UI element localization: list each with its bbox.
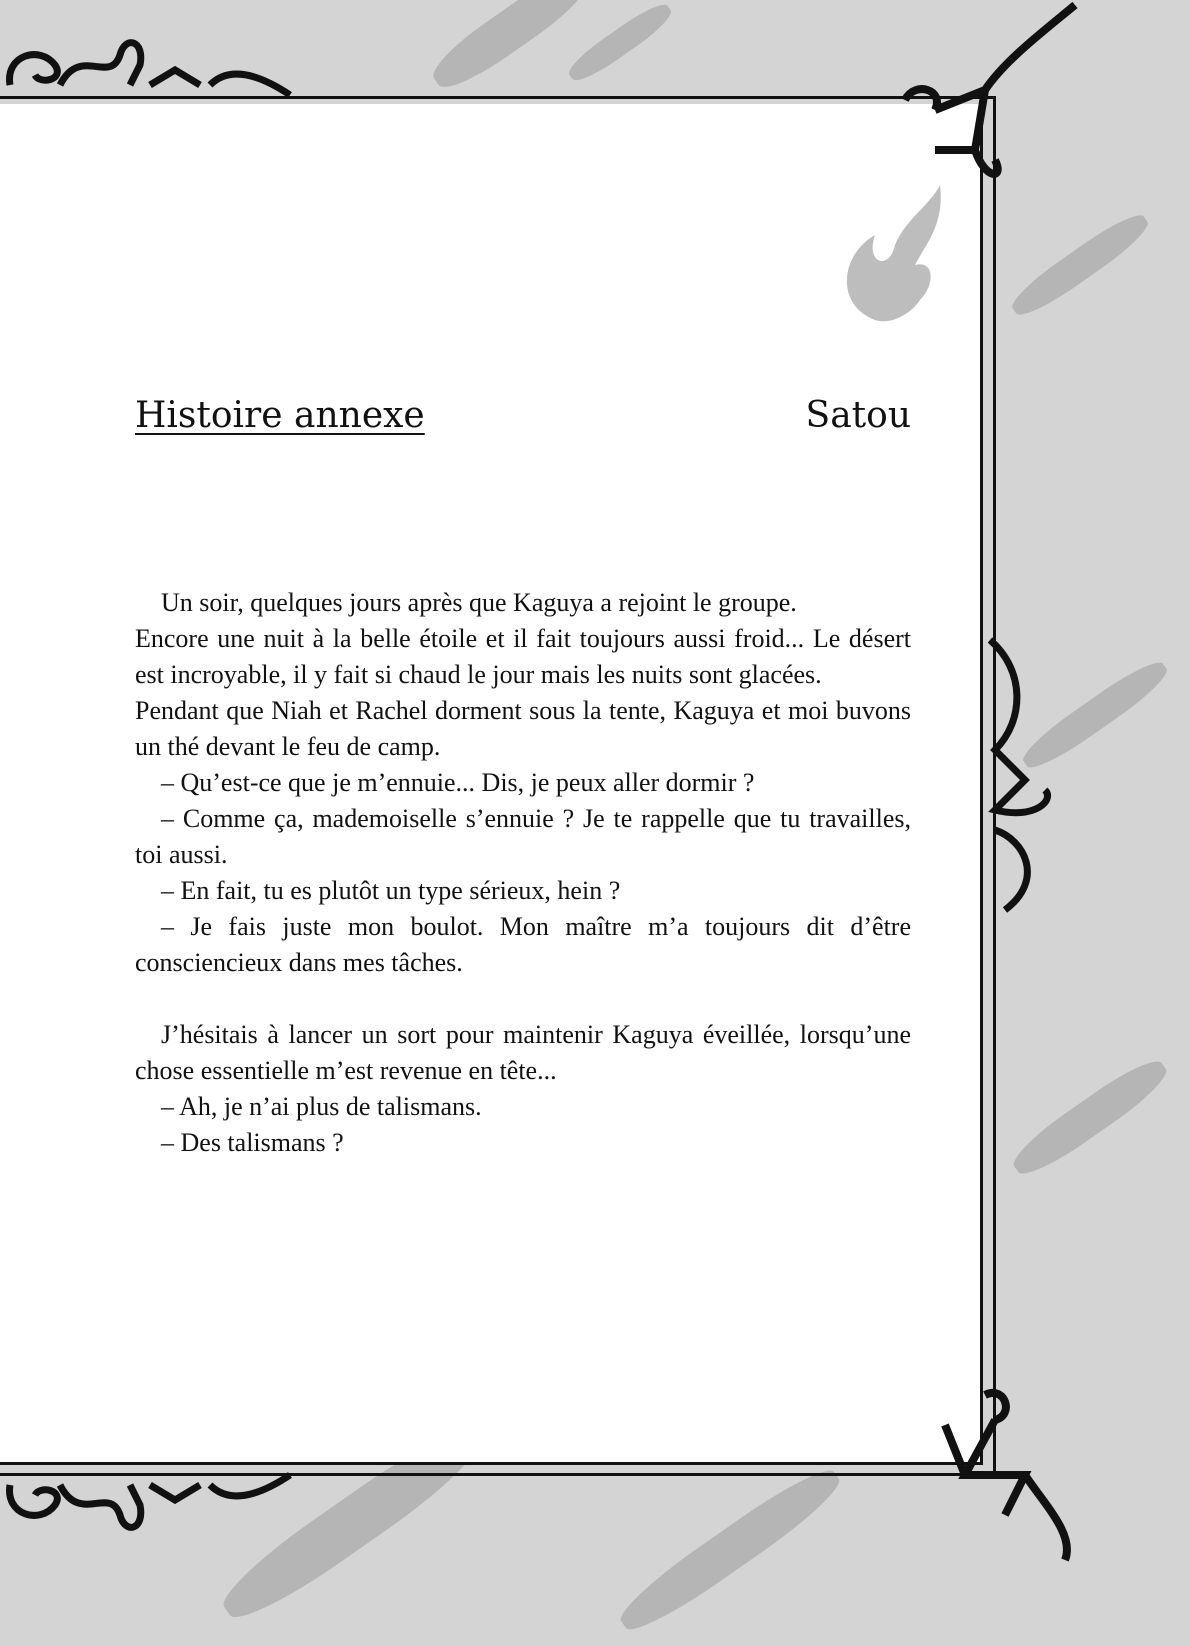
dialogue-line: – Des talismans ? — [161, 1128, 344, 1157]
flame-watermark-icon — [835, 185, 945, 325]
dialogue-line: – Je fais juste mon boulot. Mon maître m’a toujours dit d’être consciencieux dans mes tâches. — [135, 912, 911, 977]
paragraph: Pendant que Niah et Rachel dorment sous la tente, Kaguya et moi buvons un thé devant le feu de camp. — [135, 696, 911, 761]
chapter-title: Histoire annexe — [135, 395, 425, 436]
dialogue-line: – En fait, tu es plutôt un type sérieux, hein ? — [161, 876, 621, 905]
side-ornament-right-icon — [985, 630, 1075, 930]
paragraph: J’hésitais à lancer un sort pour maintenir Kaguya éveillée, lorsqu’une chose essentielle m’est revenue en tête... — [135, 1020, 911, 1085]
dialogue-line: – Qu’est-ce que je m’ennuie... Dis, je peux aller dormir ? — [161, 768, 755, 797]
dialogue-line: – Ah, je n’ai plus de talismans. — [161, 1092, 482, 1121]
paragraph: Encore une nuit à la belle étoile et il fait toujours aussi froid... Le désert est incroyable, il y fait si chaud le jour mais les nuits sont glacées. — [135, 624, 911, 689]
corner-ornament-top-right-icon — [895, 0, 1095, 190]
corner-ornament-bottom-right-icon — [925, 1385, 1085, 1565]
corner-ornament-bottom-left-icon — [0, 1470, 300, 1540]
story-text — [135, 585, 911, 1161]
paragraph: Un soir, quelques jours après que Kaguya a rejoint le groupe. — [161, 588, 797, 617]
paragraph-gap — [135, 981, 911, 1017]
corner-ornament-top-left-icon — [0, 25, 300, 100]
dialogue-line: – Comme ça, mademoiselle s’ennuie ? Je te rappelle que tu travailles, toi aussi. — [135, 804, 911, 869]
chapter-author: Satou — [805, 395, 911, 436]
